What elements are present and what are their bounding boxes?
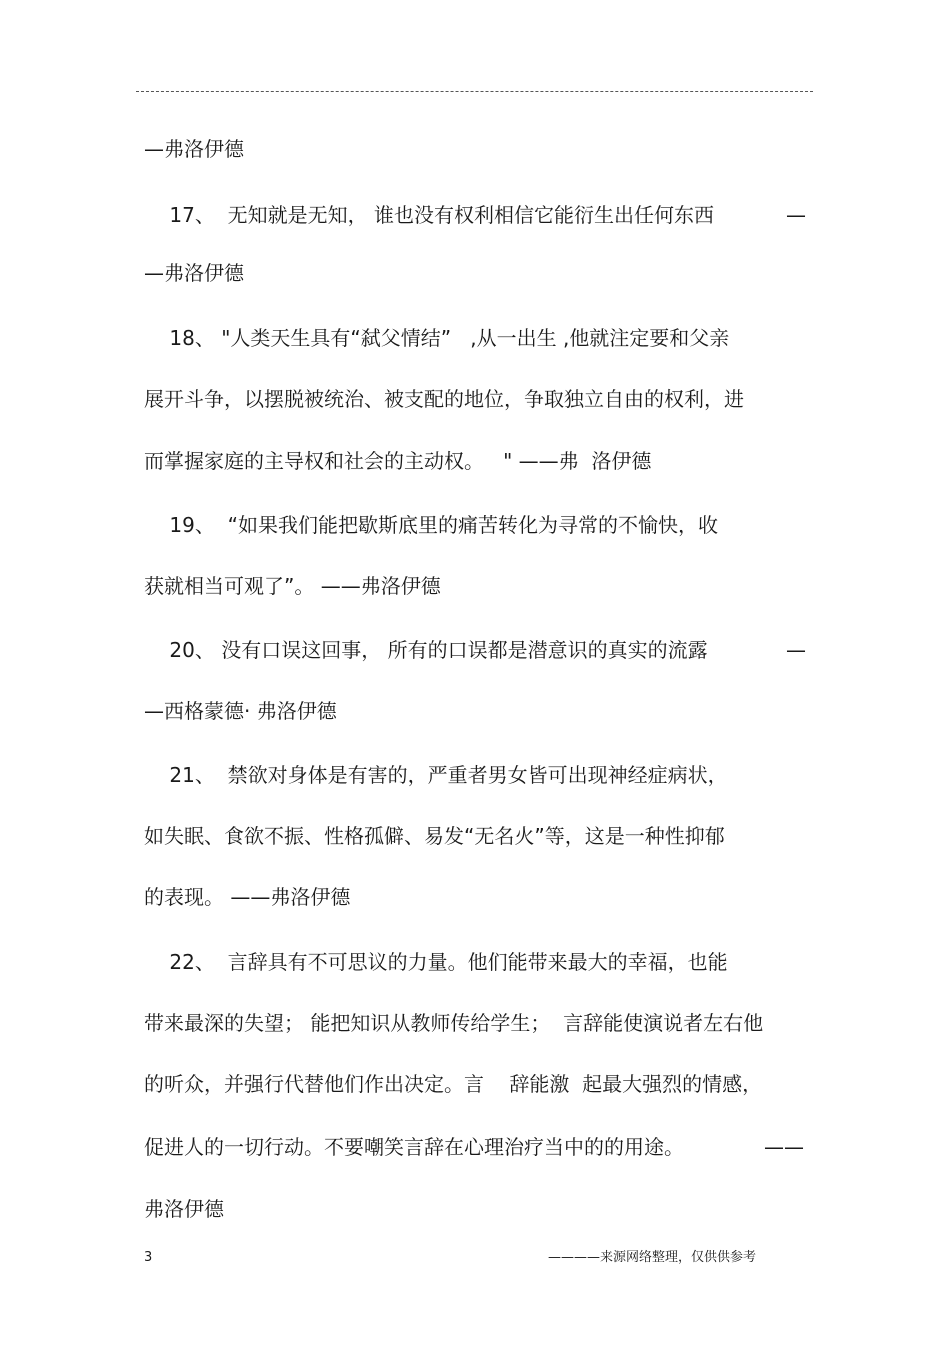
text-line: 带来最深的失望； 能把知识从教师传给学生； 言辞能使演说者左右他 (144, 1011, 764, 1035)
page-number: 3 (144, 1250, 153, 1265)
text-line: 22、 言辞具有不可思议的力量。他们能带来最大的幸福，也能 (144, 950, 728, 974)
text-line: 17、 无知就是无知， 谁也没有权利相信它能衍生出任何东西 (144, 203, 714, 227)
trailing-dash: — (786, 638, 806, 662)
text-line: 20、 没有口误这回事， 所有的口误都是潜意识的真实的流露 (144, 638, 708, 662)
text-line: 获就相当可观了”。 ——弗洛伊德 (144, 574, 441, 598)
footer-source-note: ————来源网络整理，仅供供参考 (548, 1250, 757, 1265)
text-line: 而掌握家庭的主导权和社会的主动权。 " ——弗 洛伊德 (144, 449, 652, 473)
text-line: 促进人的一切行动。不要嘲笑言辞在心理治疗当中的的用途。 (144, 1135, 684, 1159)
header-dashed-rule (136, 91, 813, 92)
text-line: —弗洛伊德 (144, 137, 244, 161)
trailing-dash: —— (764, 1135, 804, 1159)
text-line: 21、 禁欲对身体是有害的，严重者男女皆可出现神经症病状， (144, 763, 728, 787)
text-line: 18、 "人类天生具有“弑父情结” ,从一出生 ,他就注定要和父亲 (144, 326, 730, 350)
text-line: 19、 “如果我们能把歇斯底里的痛苦转化为寻常的不愉快，收 (144, 513, 718, 537)
text-line: 展开斗争，以摆脱被统治、被支配的地位，争取独立自由的权利，进 (144, 387, 744, 411)
trailing-dash: — (786, 203, 806, 227)
text-line: —西格蒙德· 弗洛伊德 (144, 699, 337, 723)
text-line: 如失眠、食欲不振、性格孤僻、易发“无名火”等，这是一种性抑郁 (144, 824, 725, 848)
text-line: 的表现。 ——弗洛伊德 (144, 885, 351, 909)
text-line: —弗洛伊德 (144, 261, 244, 285)
text-line: 弗洛伊德 (144, 1197, 224, 1221)
text-line: 的听众，并强行代替他们作出决定。言 辞能激 起最大强烈的情感， (144, 1072, 763, 1096)
